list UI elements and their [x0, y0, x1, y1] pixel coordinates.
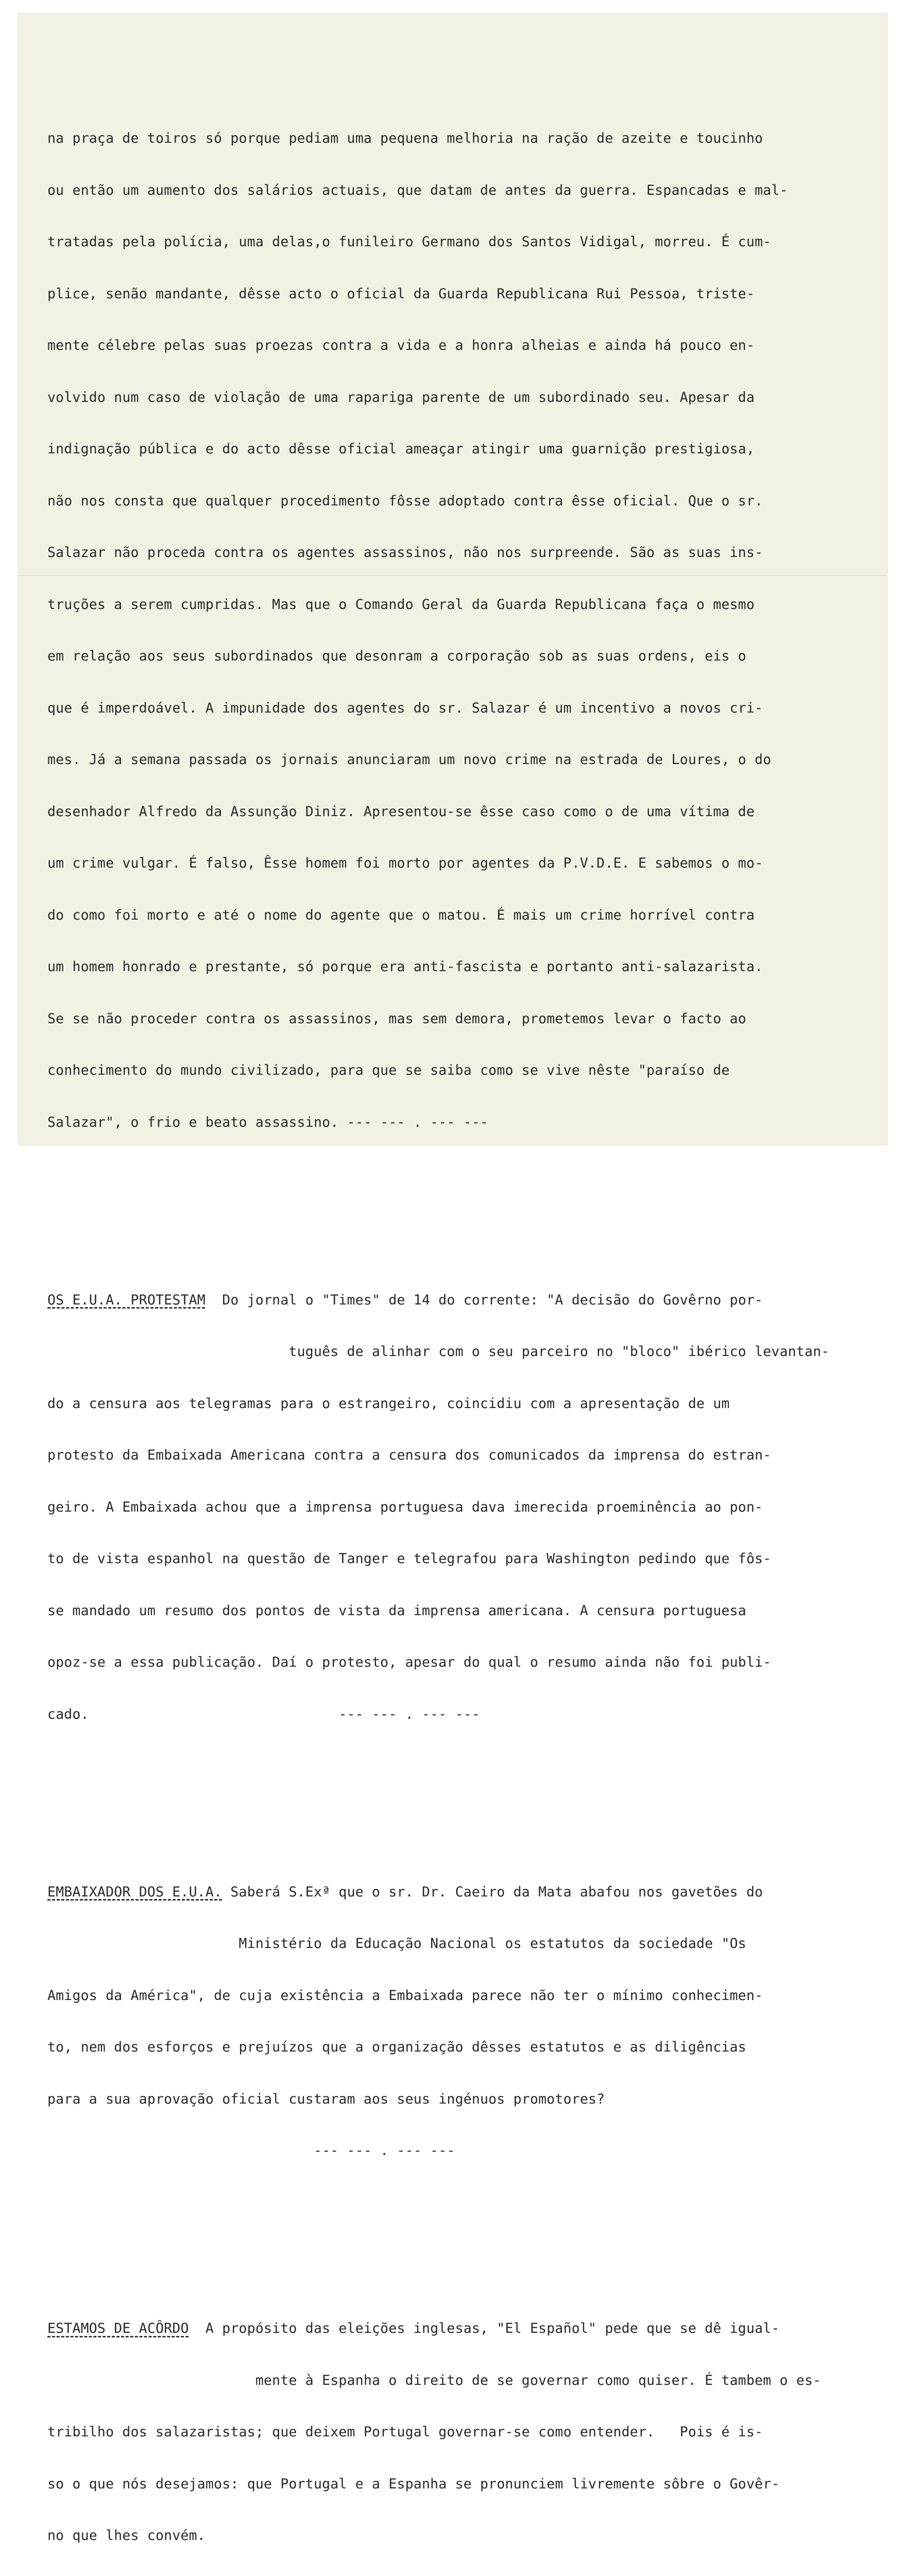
- text-line: mes. Já a semana passada os jornais anunciaram um novo crime na estrada de Loures, o do: [47, 752, 772, 768]
- text-line: não nos consta que qualquer procedimento fôsse adoptado contra êsse oficial. Que o sr.: [47, 493, 763, 509]
- text-line-rest: A propósito das eleições inglesas, "El Español" pede que se dê igual-: [189, 2320, 780, 2336]
- text-line: [47, 1292, 877, 1309]
- text-line: geiro. A Embaixada achou que a imprensa portuguesa dava imerecida proeminência ao pon-: [47, 1499, 763, 1515]
- text-line: ou então um aumento dos salários actuais, que datam de antes da guerra. Espancadas e mal-: [47, 182, 788, 198]
- text-line: que é imperdoável. A impunidade dos agentes do sr. Salazar é um incentivo a novos cri-: [47, 700, 763, 716]
- text-line: desenhador Alfredo da Assunção Diniz. Apresentou-se êsse caso como o de uma vítima de: [47, 803, 755, 820]
- text-line: na praça de toiros só porque pediam uma pequena melhoria na ração de azeite e toucinho: [47, 130, 763, 146]
- text-line: conhecimento do mundo civilizado, para que se saiba como se vive nêste "paraíso de: [47, 1062, 730, 1078]
- text-line: um homem honrado e prestante, só porque era anti-fascista e portanto anti-salazarista.: [47, 959, 763, 975]
- text-line: so o que nós desejamos: que Portugal e a Espanha se pronunciem livremente sôbre o Govêr-: [47, 2476, 780, 2492]
- text-line: para a sua aprovação oficial custaram aos seus ingénuos promotores?: [47, 2091, 605, 2107]
- text-line: plice, senão mandante, dêsse acto o oficial da Guarda Republicana Rui Pessoa, triste-: [47, 285, 755, 302]
- text-line: to de vista espanhol na questão de Tanger e telegrafou para Washington pedindo que fôs-: [47, 1551, 772, 1567]
- text-line: do como foi morto e até o nome do agente que o matou. É mais um crime horrível contra: [47, 907, 755, 923]
- section-embaixador: [47, 1849, 877, 2194]
- text-line: opoz-se a essa publicação. Daí o protesto, apesar do qual o resumo ainda não foi publi-: [47, 1654, 772, 1670]
- text-line: Salazar não proceda contra os agentes assassinos, não nos surpreende. São as suas ins-: [47, 545, 763, 561]
- text-line: no que lhes convém.: [47, 2528, 206, 2544]
- text-line: Amigos da América", de cuja existência a Embaixada parece não ter o mínimo conhecimen-: [47, 1987, 763, 2004]
- text-line: um crime vulgar. É falso, Êsse homem foi morto por agentes da P.V.D.E. E sabemos o mo-: [47, 855, 763, 871]
- section-eua-protestam: [47, 1257, 877, 1758]
- text-line: Ministério da Educação Nacional os estatutos da sociedade "Os: [47, 1936, 746, 1952]
- text-line: to, nem dos esforços e prejuízos que a organização dêsses estatutos e as diligências: [47, 2039, 746, 2055]
- text-line: se mandado um resumo dos pontos de vista da imprensa americana. A censura portuguesa: [47, 1602, 746, 1619]
- text-line: [47, 2320, 877, 2337]
- intro-paragraph: [47, 95, 877, 1165]
- text-line: mente célebre pelas suas proezas contra a vida e a honra alheias e ainda há pouco en-: [47, 337, 755, 353]
- text-line: tuguês de alinhar com o seu parceiro no "bloco" ibérico levantan-: [47, 1344, 830, 1360]
- text-line: em relação aos seus subordinados que desonram a corporação sob as suas ordens, eis o: [47, 648, 746, 664]
- text-line: --- --- . --- ---: [47, 2143, 455, 2159]
- text-line: volvido num caso de violação de uma rapariga parente de um subordinado seu. Apesar da: [47, 389, 755, 405]
- section-heading: OS E.U.A. PROTESTAM: [47, 1292, 206, 1308]
- text-line: do a censura aos telegramas para o estrangeiro, coincidiu com a apresentação de um: [47, 1395, 730, 1412]
- text-line: Salazar", o frio e beato assassino. --- --- . --- ---: [47, 1114, 489, 1130]
- section-heading: EMBAIXADOR DOS E.U.A.: [47, 1884, 223, 1900]
- text-line: tratadas pela polícia, uma delas,o funileiro Germano dos Santos Vidigal, morreu. É cum-: [47, 234, 772, 250]
- text-line: protesto da Embaixada Americana contra a censura dos comunicados da imprensa do estran-: [47, 1447, 772, 1463]
- text-line: truções a serem cumpridas. Mas que o Comando Geral da Guarda Republicana faça o mesmo: [47, 596, 755, 613]
- document-body: [47, 61, 877, 2576]
- text-line: tribilho dos salazaristas; que deixem Portugal governar-se como entender. Pois é is-: [47, 2424, 763, 2440]
- text-line: cado. --- --- . --- ---: [47, 1706, 481, 1722]
- text-line-rest: Saberá S.Exª que o sr. Dr. Caeiro da Mata abafou nos gavetões do: [222, 1884, 763, 1900]
- text-line: Se se não proceder contra os assassinos, mas sem demora, prometemos levar o facto ao: [47, 1010, 746, 1027]
- text-line: mente à Espanha o direito de se governar como quiser. É tambem o es-: [47, 2372, 822, 2388]
- section-heading: ESTAMOS DE ACÔRDO: [47, 2320, 189, 2336]
- text-line: [47, 1884, 877, 1901]
- text-line: indignação pública e do acto dêsse oficial ameaçar atingir uma guarnição prestigiosa,: [47, 441, 755, 457]
- section-estamos-de-acordo: [47, 2285, 877, 2576]
- text-line-rest: Do jornal o "Times" de 14 do corrente: "A decisão do Govêrno por-: [205, 1292, 763, 1308]
